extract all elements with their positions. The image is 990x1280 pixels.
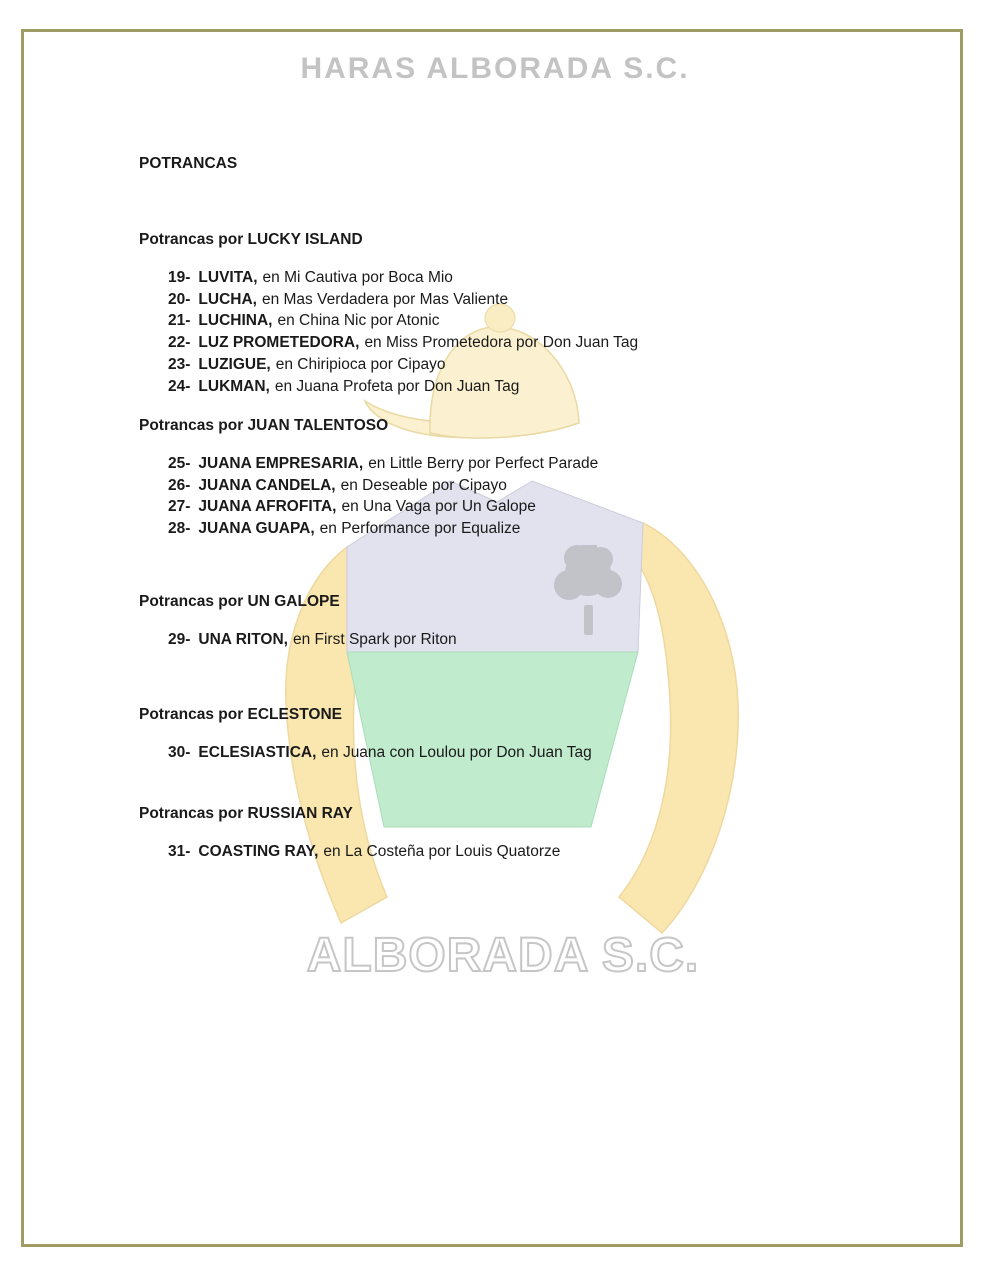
- list-item: [139, 518, 598, 540]
- section-title: Potrancas por LUCKY ISLAND: [139, 231, 363, 248]
- horse-name: ECLESIASTICA,: [198, 744, 317, 761]
- pedigree-detail: en Juana Profeta por Don Juan Tag: [274, 377, 520, 395]
- pedigree-detail: en China Nic por Atonic: [277, 312, 440, 330]
- section-juan-talentoso: [139, 415, 598, 540]
- watermark-text: ALBORADA S.C.: [306, 929, 700, 982]
- pedigree-detail: en First Spark por Riton: [292, 631, 457, 648]
- page-title: HARAS ALBORADA S.C.: [300, 52, 690, 85]
- horse-name: JUANA CANDELA,: [198, 476, 336, 494]
- pedigree-detail: en Little Berry por Perfect Parade: [368, 455, 599, 472]
- list-item: [139, 453, 598, 475]
- section-title: Potrancas por ECLESTONE: [139, 706, 342, 723]
- item-number: 31-: [168, 843, 191, 860]
- section-eclestone: [139, 704, 592, 764]
- item-number: 24-: [168, 377, 191, 395]
- list-item: [139, 475, 598, 497]
- section-title: Potrancas por JUAN TALENTOSO: [139, 417, 389, 434]
- pedigree-detail: en Juana con Loulou por Don Juan Tag: [321, 744, 592, 761]
- horse-name: LUVITA,: [198, 269, 258, 286]
- list-item: [139, 841, 560, 863]
- item-number: 19-: [168, 269, 191, 286]
- list-item: [139, 310, 638, 332]
- pedigree-detail: en Mi Cautiva por Boca Mio: [262, 269, 453, 286]
- horse-name: LUZ PROMETEDORA,: [198, 334, 360, 352]
- horse-name: LUCHA,: [198, 290, 257, 308]
- list-item: [139, 496, 598, 518]
- horse-name: COASTING RAY,: [198, 843, 319, 860]
- horse-name: UNA RITON,: [198, 631, 288, 648]
- item-number: 21-: [168, 312, 191, 330]
- item-number: 23-: [168, 355, 191, 373]
- section-russian-ray: [139, 803, 560, 863]
- item-number: 20-: [168, 290, 191, 308]
- pedigree-detail: en La Costeña por Louis Quatorze: [323, 843, 561, 860]
- horse-name: JUANA AFROFITA,: [198, 498, 337, 516]
- section-lucky-island: [139, 229, 638, 397]
- section-title: Potrancas por RUSSIAN RAY: [139, 805, 353, 822]
- list-item: [139, 376, 638, 398]
- pedigree-detail: en Performance por Equalize: [319, 520, 521, 538]
- horse-name: JUANA GUAPA,: [198, 520, 315, 538]
- list-item: [139, 267, 638, 289]
- pedigree-detail: en Mas Verdadera por Mas Valiente: [261, 290, 509, 308]
- item-number: 22-: [168, 334, 191, 352]
- category-heading: POTRANCAS: [139, 155, 238, 172]
- list-item: [139, 289, 638, 311]
- item-number: 25-: [168, 455, 191, 472]
- horse-name: JUANA EMPRESARIA,: [198, 455, 364, 472]
- pedigree-detail: en Miss Prometedora por Don Juan Tag: [364, 334, 639, 352]
- item-number: 30-: [168, 744, 191, 761]
- item-number: 26-: [168, 476, 191, 494]
- list-item: [139, 629, 457, 651]
- item-number: 28-: [168, 520, 191, 538]
- pedigree-detail: en Una Vaga por Un Galope: [341, 498, 536, 516]
- section-title: Potrancas por UN GALOPE: [139, 593, 340, 610]
- list-item: [139, 332, 638, 354]
- section-un-galope: [139, 591, 457, 651]
- pedigree-detail: en Deseable por Cipayo: [340, 476, 507, 494]
- item-number: 27-: [168, 498, 191, 516]
- item-number: 29-: [168, 631, 191, 648]
- list-item: [139, 742, 592, 764]
- horse-name: LUCHINA,: [198, 312, 273, 330]
- horse-name: LUZIGUE,: [198, 355, 271, 373]
- list-item: [139, 354, 638, 376]
- pedigree-detail: en Chiripioca por Cipayo: [275, 355, 446, 373]
- horse-name: LUKMAN,: [198, 377, 270, 395]
